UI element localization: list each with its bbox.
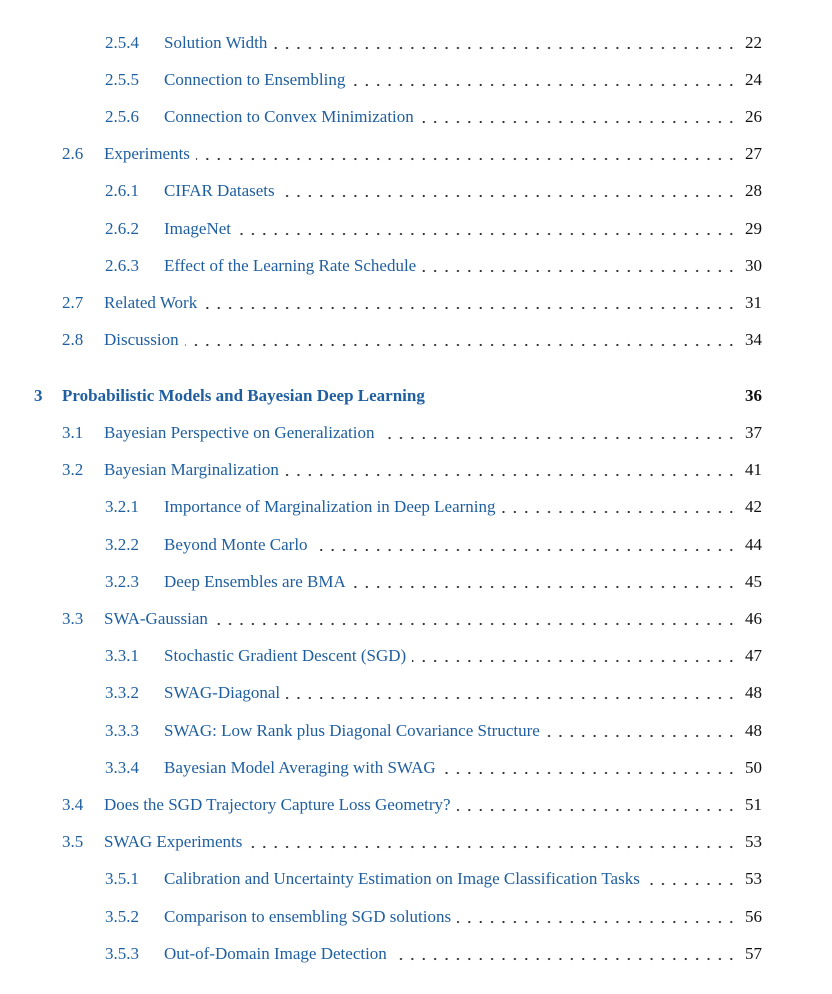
toc-entry-number[interactable]: 3.3.4 [105,758,139,777]
toc-entry-title[interactable]: SWAG Experiments [104,830,248,854]
toc-entry-title[interactable]: SWAG-Diagonal [164,681,286,705]
toc-entry-page[interactable]: 44 [745,535,762,554]
toc-entry-title[interactable]: ImageNet [164,217,237,241]
toc-entry-page[interactable]: 51 [745,795,762,814]
toc-entry-title[interactable]: Experiments [104,142,196,166]
toc-entry-number[interactable]: 3.2.3 [105,572,139,591]
toc-subsection[interactable] [0,31,832,55]
toc-subsection[interactable] [0,644,832,668]
toc-entry-number[interactable]: 3.5.2 [105,907,139,926]
toc-entry-title[interactable]: Bayesian Marginalization [104,458,285,482]
toc-chapter[interactable] [0,384,832,408]
toc-entry-title[interactable]: Bayesian Perspective on Generalization [104,421,380,445]
toc-subsection[interactable] [0,905,832,929]
toc-entry-title[interactable]: CIFAR Datasets [164,179,281,203]
dot-leader [281,179,737,203]
toc-entry-number[interactable]: 2.6.3 [105,256,139,275]
toc-entry-page[interactable]: 27 [745,144,762,163]
toc-entry-page[interactable]: 47 [745,646,762,665]
toc-subsection[interactable] [0,533,832,557]
toc-subsection[interactable] [0,719,832,743]
toc-entry-page[interactable]: 53 [745,869,762,888]
toc-entry-title[interactable]: Connection to Ensembling [164,68,351,92]
toc-entry-page[interactable]: 56 [745,907,762,926]
toc-entry-title[interactable]: Calibration and Uncertainty Estimation on Image Classification Tasks [164,867,646,891]
dot-leader [352,570,737,594]
toc-entry-page[interactable]: 36 [745,386,762,405]
toc-entry-title[interactable]: SWA-Gaussian [104,607,214,631]
dot-leader [412,644,737,668]
toc-entry-number[interactable]: 3 [34,386,43,405]
dot-leader [380,421,737,445]
dot-leader [351,68,737,92]
toc-entry-title[interactable]: Bayesian Model Averaging with SWAG [164,756,442,780]
toc-entry-page[interactable]: 53 [745,832,762,851]
toc-entry-title[interactable]: Effect of the Learning Rate Schedule [164,254,422,278]
toc-section[interactable] [0,793,832,817]
toc-section[interactable] [0,607,832,631]
toc-entry-page[interactable]: 28 [745,181,762,200]
toc-entry-number[interactable]: 3.5 [62,832,84,851]
toc-entry-page[interactable]: 34 [745,330,762,349]
toc-entry-title[interactable]: Does the SGD Trajectory Capture Loss Geometry? [104,793,457,817]
toc-entry-page[interactable]: 29 [745,219,762,238]
toc-entry-title[interactable]: Comparison to ensembling SGD solutions [164,905,457,929]
toc-subsection[interactable] [0,217,832,241]
toc-section[interactable] [0,421,832,445]
toc-entry-number[interactable]: 2.5.5 [105,70,139,89]
toc-entry-title[interactable]: SWAG: Low Rank plus Diagonal Covariance Structure [164,719,546,743]
toc-entry-number[interactable]: 3.1 [62,423,84,442]
toc-entry-number[interactable]: 2.8 [62,330,84,349]
toc-entry-title[interactable]: Discussion [104,328,185,352]
toc-entry-number[interactable]: 3.2 [62,460,84,479]
dot-leader [422,254,737,278]
toc-entry-title[interactable]: Probabilistic Models and Bayesian Deep Learning [62,384,431,408]
toc-subsection[interactable] [0,570,832,594]
toc-entry-number[interactable]: 2.6 [62,144,84,163]
toc-subsection[interactable] [0,867,832,891]
toc-entry-number[interactable]: 3.3.1 [105,646,139,665]
dot-leader [248,830,737,854]
toc-entry-number[interactable]: 2.5.6 [105,107,139,126]
toc-entry-number[interactable]: 3.5.1 [105,869,139,888]
toc-section[interactable] [0,291,832,315]
toc-entry-title[interactable]: Out-of-Domain Image Detection [164,942,393,966]
toc-entry-number[interactable]: 3.3.3 [105,721,139,740]
toc-entry-page[interactable]: 24 [745,70,762,89]
toc-entry-number[interactable]: 2.7 [62,293,84,312]
toc-entry-page[interactable]: 57 [745,944,762,963]
toc-entry-number[interactable]: 3.4 [62,795,84,814]
toc-entry-title[interactable]: Related Work [104,291,203,315]
dot-leader [502,495,737,519]
dot-leader [442,756,737,780]
toc-entry-page[interactable]: 42 [745,497,762,516]
dot-leader [457,793,737,817]
toc-entry-title[interactable]: Importance of Marginalization in Deep Learning [164,495,502,519]
toc-entry-page[interactable]: 31 [745,293,762,312]
toc-entry-number[interactable]: 3.3.2 [105,683,139,702]
dot-leader [286,681,737,705]
toc-entry-number[interactable]: 3.3 [62,609,84,628]
dot-leader [273,31,737,55]
toc-entry-page[interactable]: 26 [745,107,762,126]
toc-section[interactable] [0,142,832,166]
toc-entry-number[interactable]: 3.5.3 [105,944,139,963]
toc-entry-page[interactable]: 41 [745,460,762,479]
toc-entry-title[interactable]: Connection to Convex Minimization [164,105,420,129]
dot-leader [237,217,737,241]
toc-entry-number[interactable]: 2.5.4 [105,33,139,52]
toc-entry-number[interactable]: 3.2.1 [105,497,139,516]
toc-subsection[interactable] [0,179,832,203]
toc-section[interactable] [0,458,832,482]
toc-entry-page[interactable]: 37 [745,423,762,442]
toc-subsection[interactable] [0,495,832,519]
dot-leader [196,142,737,166]
toc-entry-title[interactable]: Deep Ensembles are BMA [164,570,352,594]
toc-subsection[interactable] [0,681,832,705]
dot-leader [214,607,737,631]
dot-leader [314,533,737,557]
toc-entry-page[interactable]: 22 [745,33,762,52]
dot-leader [203,291,737,315]
dot-leader [420,105,737,129]
toc-entry-page[interactable]: 45 [745,572,762,591]
toc-entry-page[interactable]: 48 [745,721,762,740]
toc-entry-page[interactable]: 48 [745,683,762,702]
toc-entry-title[interactable]: Solution Width [164,31,273,55]
toc-entry-title[interactable]: Stochastic Gradient Descent (SGD) [164,644,412,668]
toc-section[interactable] [0,328,832,352]
dot-leader [457,905,737,929]
toc-entry-number[interactable]: 2.6.1 [105,181,139,200]
toc-entry-title[interactable]: Beyond Monte Carlo [164,533,314,557]
toc-entry-page[interactable]: 46 [745,609,762,628]
dot-leader [393,942,737,966]
toc-subsection[interactable] [0,756,832,780]
toc-subsection[interactable] [0,68,832,92]
toc-entry-number[interactable]: 2.6.2 [105,219,139,238]
toc-section[interactable] [0,830,832,854]
toc-entry-page[interactable]: 50 [745,758,762,777]
dot-leader [546,719,737,743]
toc-subsection[interactable] [0,254,832,278]
dot-leader [646,867,737,891]
toc-entry-number[interactable]: 3.2.2 [105,535,139,554]
dot-leader [185,328,737,352]
dot-leader [285,458,737,482]
toc-subsection[interactable] [0,942,832,966]
toc-subsection[interactable] [0,105,832,129]
toc-entry-page[interactable]: 30 [745,256,762,275]
